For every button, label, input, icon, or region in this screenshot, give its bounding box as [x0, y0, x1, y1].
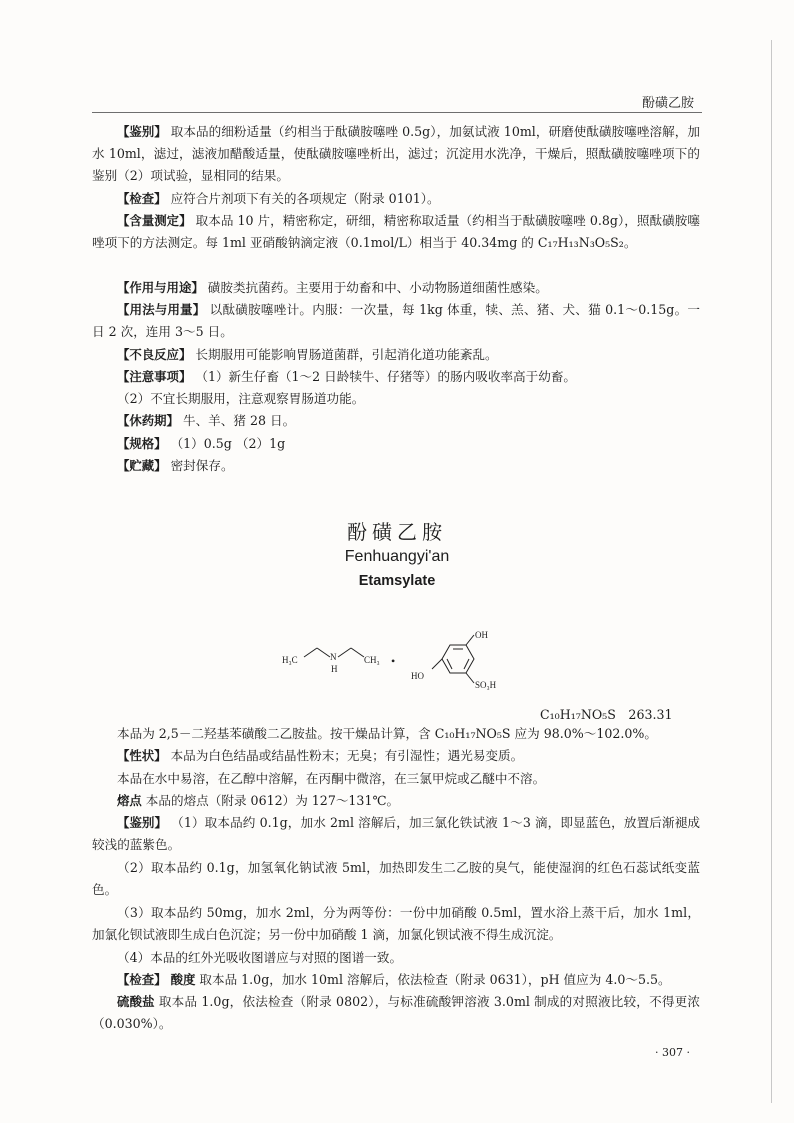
salt-dot: • [391, 654, 396, 668]
solubility [92, 768, 700, 790]
sulfate-label: 硫酸盐 [117, 994, 155, 1009]
section-text: （2）取本品约 0.1g，加氢氧化钠试液 5ml，加热即发生二乙胺的臭气，能使湿润的红色石蕊试纸变蓝色。 [92, 860, 700, 898]
section-text: 密封保存。 [170, 458, 234, 473]
identification-2 [92, 857, 700, 901]
section-text: （1）0.5g （2）1g [170, 436, 286, 451]
so3h-label: SO₃H [475, 680, 497, 690]
section-text: 长期服用可能影响胃肠道菌群，引起消化道功能紊乱。 [195, 347, 498, 362]
section-text: （3）取本品约 50mg，加水 2ml，分为两等份：一份中加硝酸 0.5ml，置水浴上蒸干后，加水 1ml，加氯化钡试液即生成白色沉淀；另一份中加硝酸 1 滴，加氯化钡试液不得生成沉淀。 [92, 905, 700, 943]
oh-label: OH [475, 630, 488, 640]
prev-assay [92, 210, 700, 254]
section-label: 【不良反应】 [117, 347, 192, 362]
prev-withdrawal [92, 410, 700, 432]
section-label: 【休药期】 [117, 413, 179, 428]
section-text: 本品为白色结晶或结晶性粉末；无臭；有引湿性；遇光易变质。 [170, 748, 524, 763]
section-text: 取本品 10 片，精密称定，研细，精密称取适量（约相当于酞磺胺噻唑 0.8g），照酞磺胺噻唑项下的方法测定。每 1ml 亚硝酸钠滴定液（0.1mol/L）相当于 40.34mg 的 [92, 213, 700, 251]
structure-diagram [270, 622, 540, 697]
monograph-intro [92, 723, 700, 745]
section-text: （2）不宜长期服用，注意观察胃肠道功能。 [117, 391, 365, 406]
section-label: 【性状】 [117, 748, 167, 763]
h-label: H [331, 664, 338, 674]
properties [92, 745, 700, 767]
section-label: 【注意事项】 [117, 369, 192, 384]
solubility-text: 本品在水中易溶，在乙醇中溶解，在丙酮中微溶，在三氯甲烷或乙醚中不溶。 [117, 771, 546, 786]
header-rule [92, 112, 702, 113]
monograph-title-cn: 酚磺乙胺 [347, 520, 447, 544]
page-edge-line [771, 40, 772, 1103]
prev-spec [92, 433, 700, 455]
section-text: （1）新生仔畜（1～2 日龄犊牛、仔猪等）的肠内吸收率高于幼畜。 [195, 369, 577, 384]
monograph-title-en: Etamsylate [358, 573, 436, 589]
section-label: 【鉴别】 [117, 124, 167, 139]
prev-notes [92, 366, 700, 388]
sulfate-text: 取本品 1.0g，依法检查（附录 0802），与标准硫酸钾溶液 3.0ml 制成的对照液比较，不得更浓（0.030%）。 [92, 994, 700, 1032]
section-label: 【检查】 [117, 191, 167, 206]
identification-4 [92, 947, 700, 969]
identification-1 [92, 812, 700, 856]
assay-formula: C₁₇H₁₃N₃O₅S₂。 [537, 235, 637, 251]
section-text: 应符合片剂项下有关的各项规定（附录 0101）。 [170, 191, 440, 206]
section-text: 取本品的细粉适量（约相当于酞磺胺噻唑 0.5g），加氨试液 10ml，研磨使酞磺胺噻唑溶解，加水 10ml，滤过，滤液加醋酸适量，使酞磺胺噻唑析出，滤过；沉淀用水洗净，干燥后，照酞磺胺噻唑项下的鉴别（2）项试验，显相同的结果。 [92, 124, 700, 184]
identification-3 [92, 902, 700, 946]
intro-text: 本品为 2,5－二羟基苯磺酸二乙胺盐。按干燥品计算，含 C₁₀H₁₇NO₅S 应为 98.0%～102.0%。 [117, 726, 657, 741]
prev-adverse [92, 344, 700, 366]
running-header: 酚磺乙胺 [641, 96, 694, 111]
section-label: 熔点 [117, 793, 142, 808]
section-text: 磺胺类抗菌药。主要用于幼畜和中、小动物肠道细菌性感染。 [207, 280, 548, 295]
molecular-formula: C₁₀H₁₇NO₅S 263.31 [540, 707, 673, 722]
section-label: 【贮藏】 [117, 458, 167, 473]
h3c-label: H₃C [282, 655, 298, 665]
section-text: （1）取本品约 0.1g，加水 2ml 溶解后，加三氯化铁试液 1～3 滴，即显蓝色，放置后渐褪成较浅的蓝紫色。 [92, 815, 700, 853]
acidity-text: 取本品 1.0g，加水 10ml 溶解后，依法检查（附录 0631），pH 值应为 4.0～5.5。 [199, 972, 671, 987]
inspection-sulfate [92, 991, 700, 1035]
ho-label: HO [411, 671, 424, 681]
ch3-label: CH₃ [364, 655, 380, 665]
section-label: 【规格】 [117, 436, 167, 451]
section-label: 【含量测定】 [117, 213, 192, 228]
prev-usage [92, 299, 700, 343]
prev-notes-2 [92, 388, 700, 410]
inspection-acidity [92, 969, 700, 991]
acidity-label: 酸度 [170, 972, 196, 987]
prev-inspection [92, 188, 700, 210]
section-text: （4）本品的红外光吸收图谱应与对照的图谱一致。 [117, 950, 403, 965]
prev-identification [92, 121, 700, 188]
section-text: 牛、羊、猪 28 日。 [182, 413, 296, 428]
n-label: N [330, 652, 337, 662]
monograph-title-pinyin: Fenhuangyi'an [344, 548, 450, 565]
section-label: 【作用与用途】 [117, 280, 204, 295]
melting-point [92, 790, 700, 812]
page-number: · 307 · [655, 1046, 690, 1059]
prev-action [92, 277, 700, 299]
prev-storage [92, 455, 700, 477]
section-label: 【用法与用量】 [117, 302, 206, 317]
section-label: 【鉴别】 [117, 815, 168, 830]
section-text: 以酞磺胺噻唑计。内服：一次量，每 1kg 体重，犊、羔、猪、犬、猫 0.1～0.15g。一日 2 次，连用 3～5 日。 [92, 302, 701, 340]
section-text: 本品的熔点（附录 0612）为 127～131℃。 [145, 793, 400, 808]
section-label: 【检查】 [117, 972, 167, 987]
